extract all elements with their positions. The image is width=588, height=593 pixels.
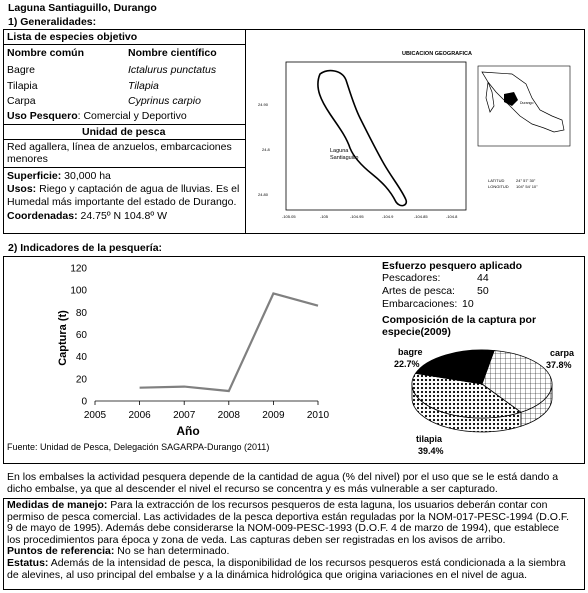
coordinates (7, 210, 167, 222)
status-text: Además de la intensidad de pesca, la disponibilidad de los recursos pesqueros está condicionada a la siembra (48, 556, 566, 569)
slice-label: carpa (550, 348, 575, 358)
y-tick-label: 0 (81, 396, 87, 408)
status-label: Estatus: (7, 556, 49, 569)
surface-label: Superficie: (7, 170, 62, 182)
status-line2: de alevines, al uso principal del embalse y a la dinámica hidrológica que origina variaciones en el nivel de agua. (7, 568, 528, 581)
unit-header: Unidad de pesca (82, 126, 166, 138)
coords-label: Coordenadas: (7, 210, 78, 222)
lat-label: LATITUD (488, 178, 505, 183)
map-y-tick: 24.80 (258, 192, 269, 197)
inset-label: Durango (520, 101, 534, 105)
unit-text-line1: Red agallera, línea de anzuelos, embarcaciones (7, 141, 232, 153)
map-frame (286, 62, 466, 210)
effort-label: Pescadores: (382, 272, 441, 284)
paragraph-line: dicho embalse, ya que al descender el nivel el recurso se concentra y es más vulnerable a ser capturado. (7, 482, 498, 495)
lake-label: Laguna (330, 148, 349, 154)
map-title: UBICACION GEOGRAFICA (402, 51, 472, 57)
status (7, 558, 583, 570)
x-tick-label: 2006 (128, 410, 151, 421)
unit-text-line2: menores (7, 153, 48, 165)
x-axis-label: Año (176, 424, 200, 438)
catch-series-line (140, 293, 318, 391)
page-title: Laguna Santiaguillo, Durango (8, 2, 157, 14)
species-common: Tilapia (7, 80, 38, 92)
section-2-heading: 2) Indicadores de la pesquería: (8, 242, 163, 254)
lat-value: 24° 57' 30" (516, 178, 536, 183)
measures-line (7, 500, 583, 512)
lon-value: 104° 54' 10" (516, 184, 538, 189)
map-x-tick: -105.05 (282, 214, 296, 219)
catch-line-chart (10, 258, 340, 438)
measures-label: Medidas de manejo: (7, 499, 108, 511)
divider (3, 44, 245, 45)
species-common: Bagre (7, 64, 36, 76)
divider (3, 124, 245, 125)
map-x-tick: -104.95 (350, 214, 364, 219)
effort-label: Artes de pesca: (382, 285, 455, 297)
x-tick-label: 2008 (217, 410, 240, 421)
slice-value: 39.4% (418, 446, 444, 456)
section-1-heading: 1) Generalidades: (8, 16, 97, 28)
species-scientific: Ictalurus punctatus (128, 64, 217, 76)
y-tick-label: 20 (75, 374, 87, 386)
effort-title: Esfuerzo pesquero aplicado (382, 260, 523, 272)
paragraph (7, 472, 583, 495)
measures-line: 9 de mayo de 1995). Además debe considerarse la NOM-009-PESC-1993 (D.O.F. 4 de marzo de 1994), que establece (7, 522, 560, 535)
effort-label: Embarcaciones: (382, 298, 458, 310)
measures-text: Para la extracción de los recursos pesqueros de esta laguna, los usuarios deberán contar con (107, 499, 548, 511)
ref-label: Puntos de referencia: (7, 545, 115, 558)
slice-label: tilapia (416, 434, 443, 444)
map-x-tick: -104.8 (446, 214, 458, 219)
measures-line: permiso de pesca comercial. Las actividades de la pesca deportiva están reguladas por la NOM-017-PESC-1994 (D.O.F. (7, 510, 570, 523)
pie-title-line2: especie(2009) (382, 326, 451, 338)
slice-value: 37.8% (546, 360, 572, 370)
effort-value: 10 (462, 298, 474, 310)
pie-title: Composición de la captura por (382, 314, 537, 326)
y-tick-label: 100 (70, 285, 87, 297)
paragraph-line: En los embalses la actividad pesquera depende de la cantidad de agua (% del nivel) por el uso que se le está dando a (7, 471, 559, 483)
map-x-tick: -105 (320, 214, 329, 219)
species-common: Carpa (7, 95, 36, 107)
location-map (250, 40, 580, 225)
x-tick-label: 2005 (83, 410, 107, 421)
col-common-name: Nombre común (7, 47, 85, 59)
measures-line: los procedimientos para época y zona de veda. Las capturas deben ser registradas en los avisos de arribo. (7, 533, 506, 546)
divider (3, 167, 245, 168)
divider (3, 139, 245, 140)
effort-value: 50 (477, 285, 489, 297)
lake-label: Santiaguillo (330, 155, 359, 161)
effort-value: 44 (477, 272, 489, 284)
coords-value: 24.75º N 104.8º W (77, 210, 167, 222)
surface (7, 170, 111, 182)
fishery-use-label: Uso Pesquero (7, 110, 78, 122)
species-scientific: Cyprinus carpio (128, 95, 201, 107)
surface-value: 30,000 ha (61, 170, 111, 182)
ref-value: No se han determinado. (114, 545, 230, 558)
y-tick-label: 40 (75, 352, 87, 364)
species-scientific: Tilapia (128, 80, 159, 92)
uses-line2: Humedal más importante del estado de Durango. (7, 196, 237, 208)
uses-line1: Riego y captación de agua de lluvias. Es el (36, 183, 240, 195)
map-x-tick: -104.85 (414, 214, 428, 219)
slice-value: 22.7% (394, 359, 420, 369)
x-tick-label: 2007 (173, 410, 196, 421)
y-tick-label: 60 (75, 330, 87, 341)
y-axis-label: Captura (t) (57, 310, 69, 366)
map-y-tick: 24.90 (258, 102, 269, 107)
uses (7, 183, 239, 195)
slice-label: bagre (398, 347, 423, 357)
divider (245, 29, 246, 234)
uses-label: Usos: (7, 183, 37, 195)
fishery-use (7, 110, 187, 122)
y-tick-label: 120 (70, 263, 87, 275)
source-note: Fuente: Unidad de Pesca, Delegación SAGARPA-Durango (2011) (7, 442, 270, 452)
fishery-use-value: : Comercial y Deportivo (77, 110, 187, 122)
lon-label: LONGITUD (488, 184, 509, 189)
x-tick-label: 2010 (306, 410, 330, 421)
species-header: Lista de especies objetivo (7, 31, 138, 43)
col-scientific-name: Nombre científico (128, 47, 217, 59)
management-measures (7, 500, 583, 581)
catch-pie-chart (380, 338, 585, 462)
x-tick-label: 2009 (262, 410, 285, 421)
map-x-tick: -104.9 (382, 214, 394, 219)
y-tick-label: 80 (75, 307, 87, 319)
map-y-tick: 24.8 (262, 147, 270, 152)
